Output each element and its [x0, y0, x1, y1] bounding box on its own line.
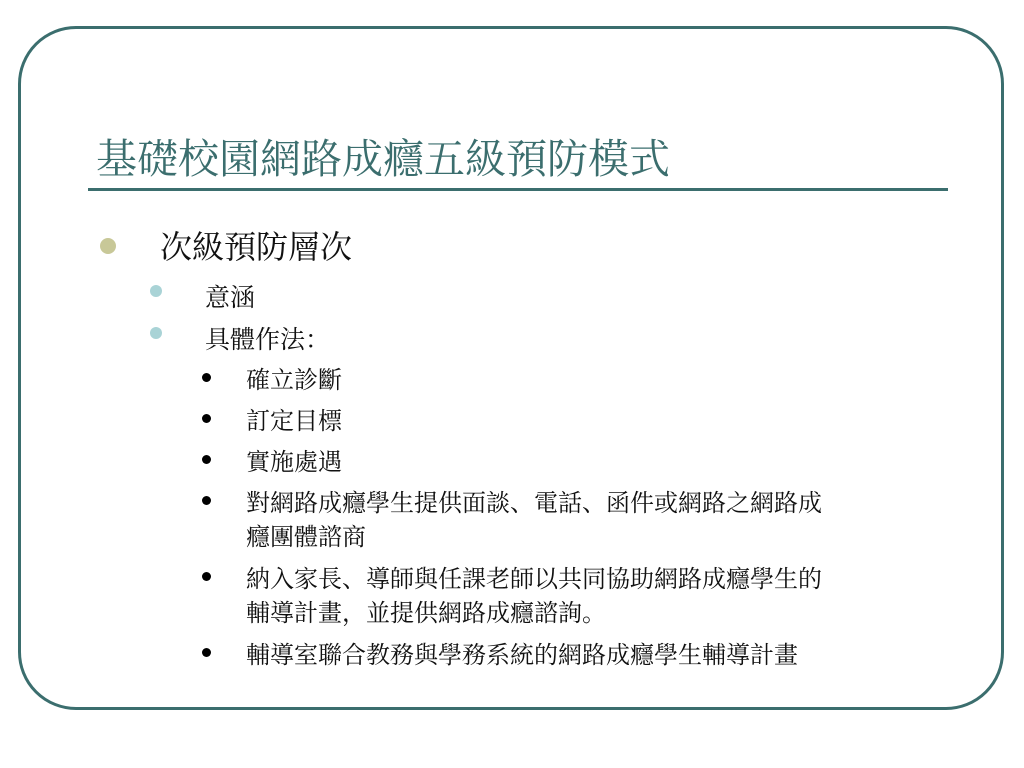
level2-bullet-icon: [150, 327, 162, 339]
level3-line: 確立診斷: [246, 366, 342, 394]
level3-line: 癮團體諮商: [246, 523, 366, 551]
level3-item: [246, 486, 822, 554]
level2-item-practices: 具體作法：: [205, 325, 331, 354]
level3-line: 輔導計畫，並提供網路成癮諮詢。: [246, 599, 606, 627]
level3-bullet-icon: [202, 414, 211, 423]
level3-bullet-icon: [202, 648, 211, 657]
slide-title: 基礎校園網路成癮五級預防模式: [96, 135, 670, 183]
level1-bullet-icon: [100, 238, 116, 254]
level3-line: 輔導室聯合教務與學務系統的網路成癮學生輔導計畫: [246, 641, 798, 669]
level3-bullet-icon: [202, 455, 211, 464]
level2-item-meaning: 意涵: [205, 283, 256, 312]
level3-bullet-icon: [202, 373, 211, 382]
level2-bullet-icon: [150, 285, 162, 297]
level3-line: 對網路成癮學生提供面談、電話、函件或網路之網路成: [246, 489, 822, 517]
level3-item: [246, 404, 342, 438]
level3-bullet-icon: [202, 496, 211, 505]
level3-item: [246, 445, 342, 479]
level3-line: 實施處遇: [246, 448, 342, 476]
level3-item: [246, 638, 798, 672]
level3-line: 訂定目標: [246, 407, 342, 435]
level3-item: [246, 363, 342, 397]
level3-line: 納入家長、導師與任課老師以共同協助網路成癮學生的: [246, 565, 822, 593]
level3-bullet-icon: [202, 572, 211, 581]
level1-item: 次級預防層次: [160, 228, 353, 266]
level3-item: [246, 562, 822, 630]
